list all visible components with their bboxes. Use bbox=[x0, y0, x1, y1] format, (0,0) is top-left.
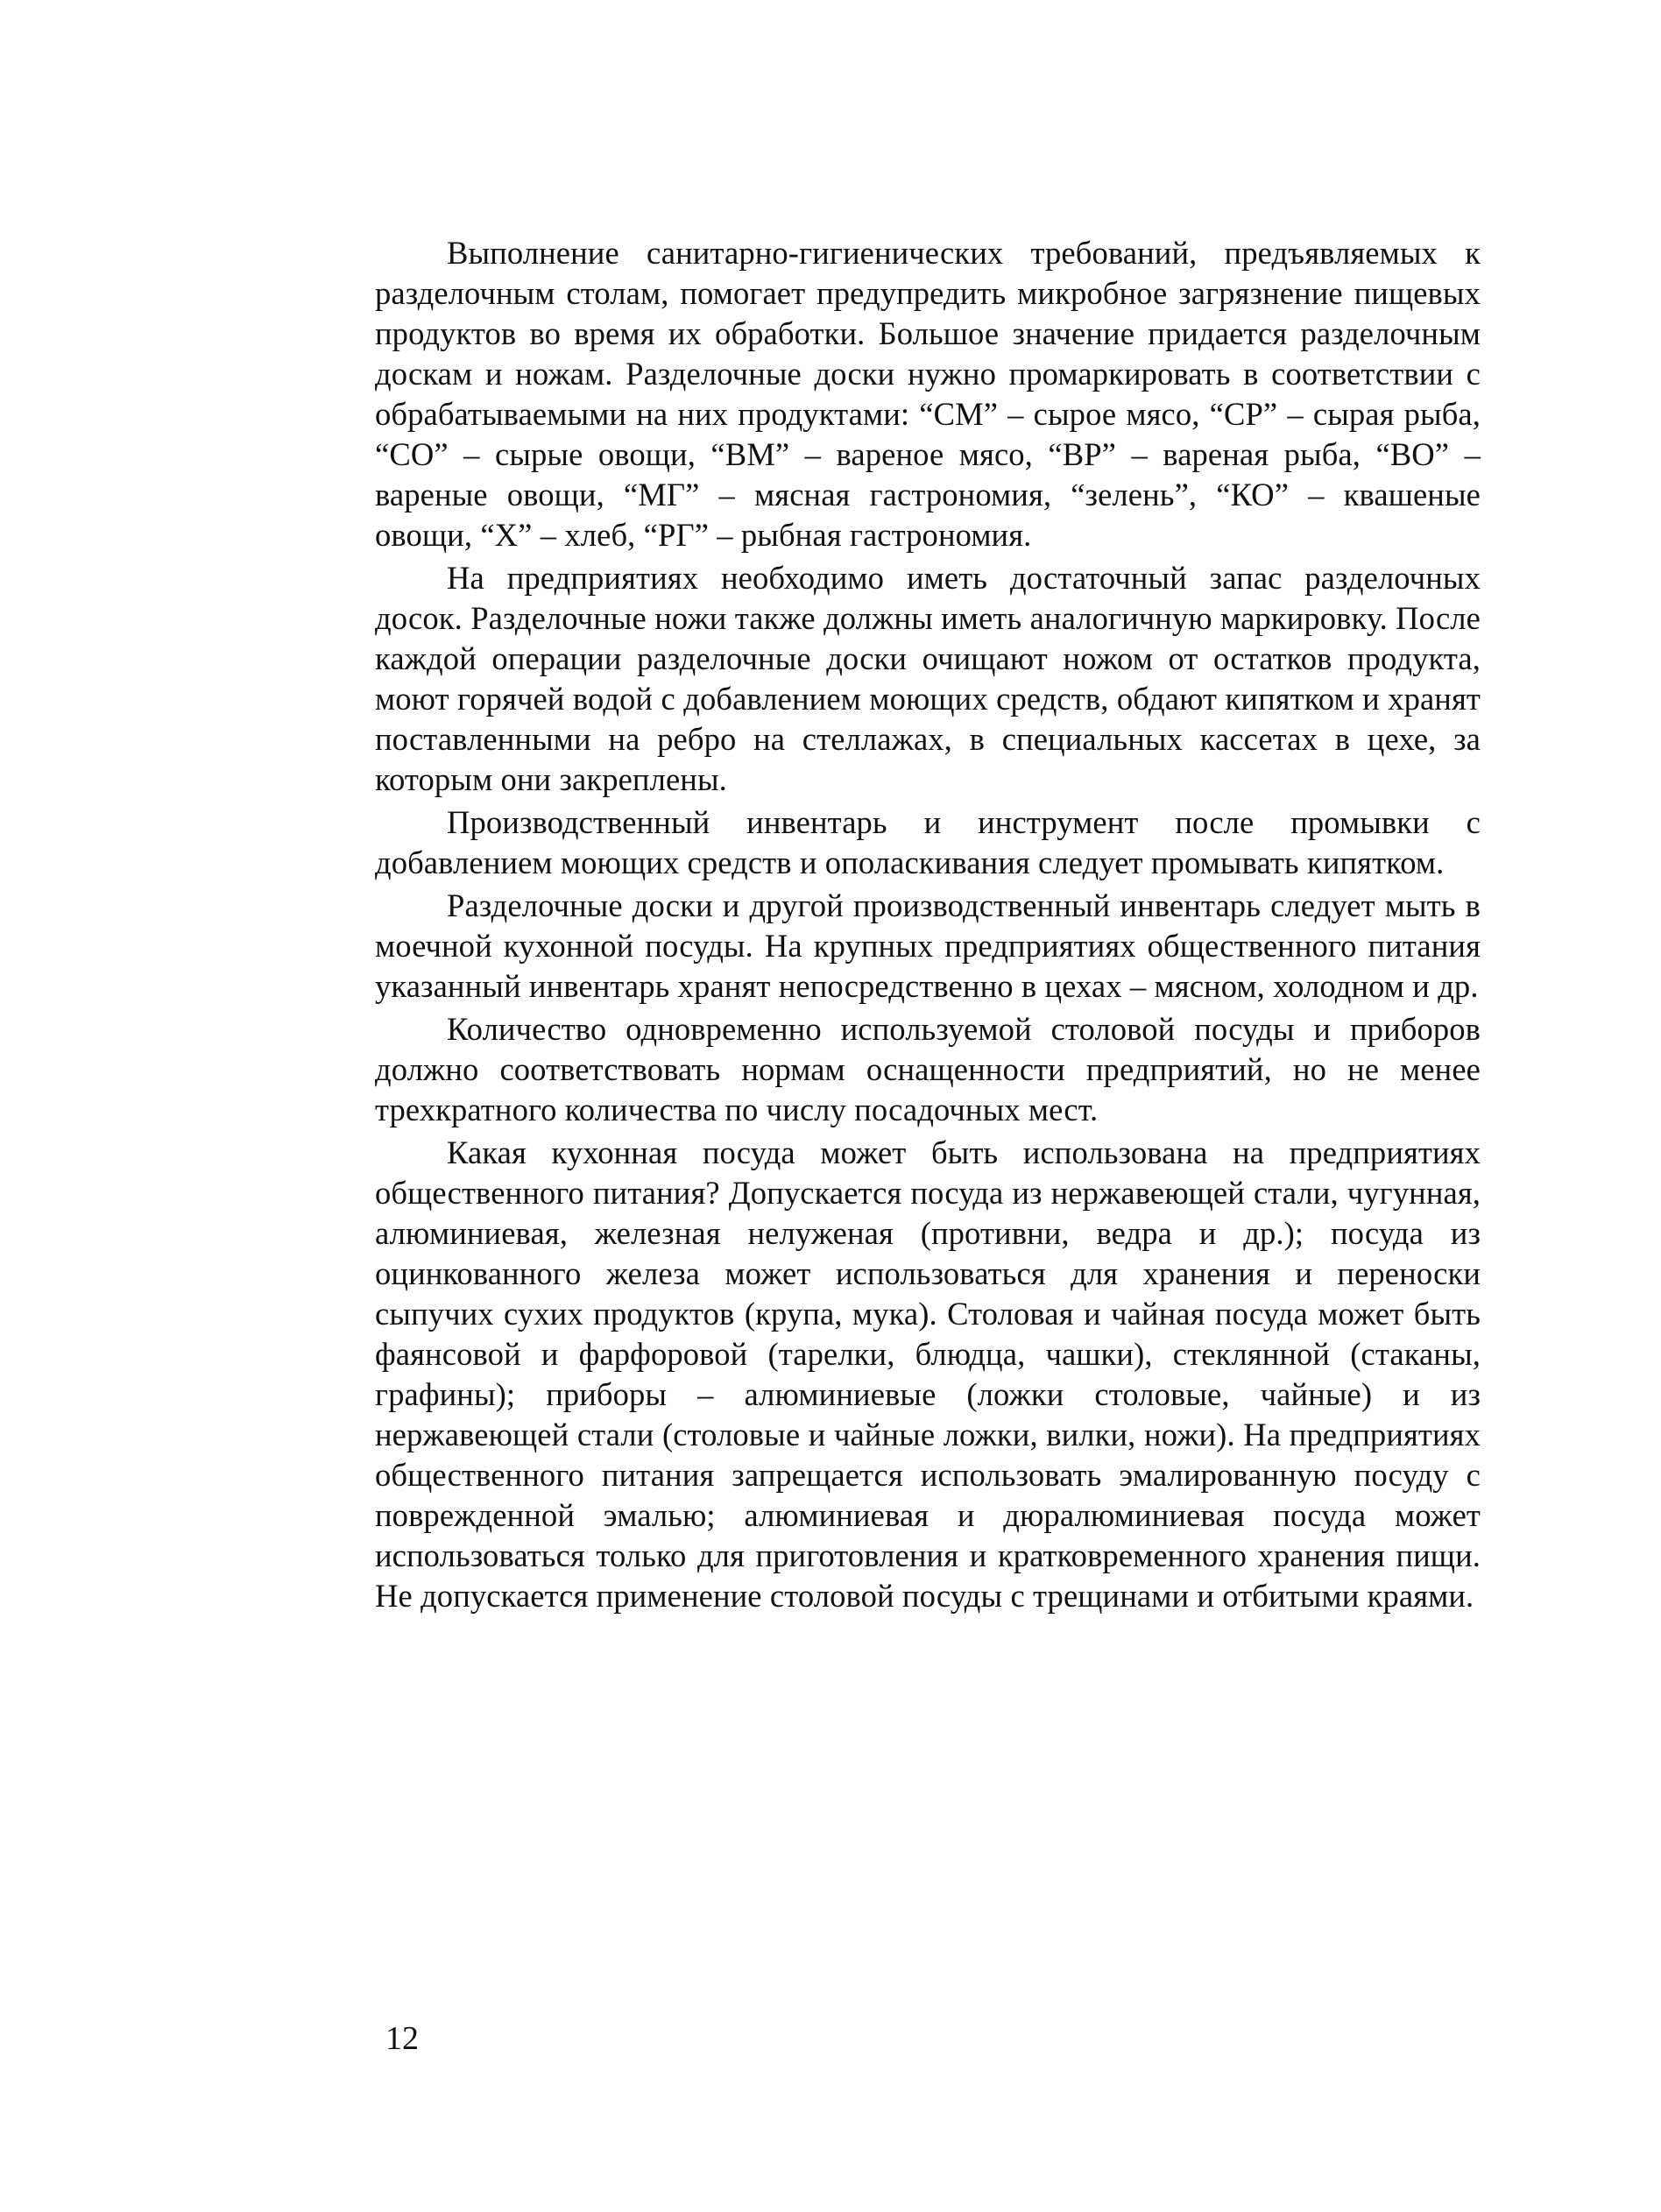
paragraph-6: Какая кухонная посуда может быть использована на предприятиях общественного питания? Допускается посуда из нержавеющей стали, чугунная, алюминиевая, железная нелуженая (противни, ведра и др.); посуда из оцинкованного железа может использоваться для хранения и переноски сыпучих сухих продуктов (крупа, мука). Столовая и чайная посуда может быть фаянсовой и фарфоровой (тарелки, блюдца, чашки), стеклянной (стаканы, графины); приборы – алюминиевые (ложки столовые, чайные) и из нержавеющей стали (столовые и чайные ложки, вилки, ножи). На предприятиях общественного питания запрещается использовать эмалированную посуду с поврежденной эмалью; алюминиевая и дюралюминиевая посуда может использоваться только для приготовления и кратковременного хранения пищи. Не допускается применение столовой посуды с трещинами и отбитыми краями. bbox=[375, 1134, 1481, 1614]
paragraph-5: Количество одновременно используемой столовой посуды и приборов должно соответствовать нормам оснащенности предприятий, но не менее трехкратного количества по числу посадочных мест. bbox=[375, 1011, 1481, 1127]
page-number: 12 bbox=[385, 2020, 419, 2057]
paragraph-3: Производственный инвентарь и инструмент после промывки с добавлением моющих средств и ополаскивания следует промывать кипятком. bbox=[375, 804, 1481, 880]
paragraph-2: На предприятиях необходимо иметь достаточный запас разделочных досок. Разделочные ножи также должны иметь аналогичную маркировку. После каждой операции разделочные доски очищают ножом от остатков продукта, моют горячей водой с добавлением моющих средств, обдают кипятком и хранят поставленными на ребро на стеллажах, в специальных кассетах в цехе, за которым они закреплены. bbox=[375, 560, 1481, 797]
paragraph-1: Выполнение санитарно-гигиенических требований, предъявляемых к разделочным столам, помогает предупредить микробное загрязнение пищевых продуктов во время их обработки. Большое значение придается разделочным доскам и ножам. Разделочные доски нужно промаркировать в соответствии с обрабатываемыми на них продуктами: “СМ” – сырое мясо, “СР” – сырая рыба, “СО” – сырые овощи, “ВМ” – вареное мясо, “ВР” – вареная рыба, “ВО” – вареные овощи, “МГ” – мясная гастрономия, “зелень”, “КО” – квашеные овощи, “Х” – хлеб, “РГ” – рыбная гастрономия. bbox=[375, 235, 1481, 553]
paragraph-4: Разделочные доски и другой производственный инвентарь следует мыть в моечной кухонной посуды. На крупных предприятиях общественного питания указанный инвентарь хранят непосредственно в цехах – мясном, холодном и др. bbox=[375, 887, 1481, 1004]
body-text bbox=[375, 233, 1481, 1616]
